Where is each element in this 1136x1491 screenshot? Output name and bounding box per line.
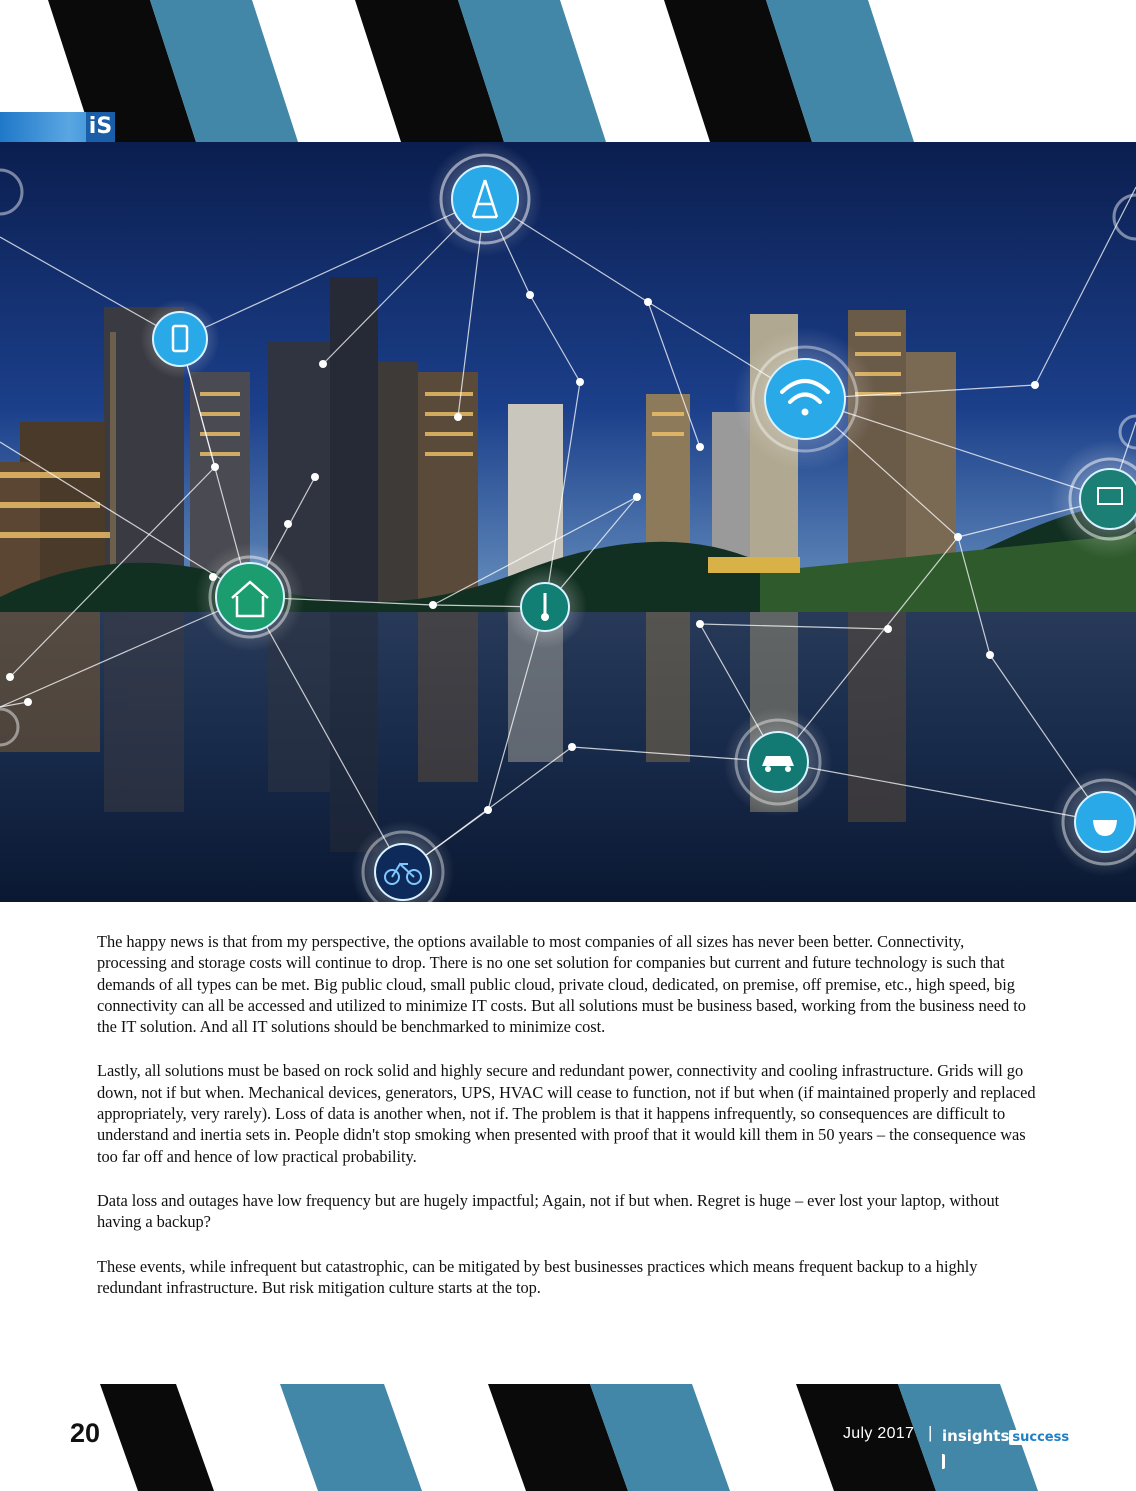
article-paragraph: Lastly, all solutions must be based on rock solid and highly secure and redundant power, connectivity and cooling infrastructure. Grids will go down, not if but when. Mechanical devices, generators, UPS, HVAC will cease to function, not if but when (if maintained properly and replaced appropriately, very rarely). Loss of data is another when, not if. The problem is that it happens infrequently, so consequences are difficult to understand and inertia sets in. People didn't stop smoking when presented with proof that it would kill them in 50 years – the consequence was too far off and hence of low practical probability. — [97, 1061, 1036, 1166]
article-body — [97, 931, 1037, 1321]
wifi-node — [733, 327, 877, 471]
stripe-black-b1 — [100, 1384, 214, 1491]
article-paragraph: These events, while infrequent but catastrophic, can be mitigated by best businesses practices which means frequent backup to a highly redundant infrastructure. But risk mitigation culture starts at the top. — [97, 1256, 978, 1297]
magazine-logo-mark: iS — [86, 112, 115, 142]
house-node — [195, 542, 305, 652]
stripe-blue-b1 — [280, 1384, 422, 1491]
issue-date: July 2017 — [843, 1425, 915, 1442]
brand-logo-part2: success — [942, 1430, 1069, 1469]
smart-city-hero-image — [0, 142, 1136, 902]
footer-separator: | — [928, 1423, 933, 1442]
car-node — [723, 707, 833, 817]
antenna-node — [427, 142, 543, 257]
brand-logo-part1: insights — [942, 1427, 1010, 1445]
thermometer-node — [503, 565, 587, 649]
fence — [708, 557, 800, 573]
brand-logo — [942, 1425, 1070, 1449]
top-diagonal-stripes — [0, 0, 1136, 142]
phone-node — [140, 299, 220, 379]
article-paragraph: The happy news is that from my perspective, the options available to most companies of all sizes has never been better. Connectivity, processing and storage costs will continue to drop. There is no one set solution for companies but current and future technology is such that demands of all types can be met. Big public cloud, small public cloud, private cloud, dedicated, on premise, off premise, etc., high speed, big connectivity can all be accessed and utilized to minimize IT costs. But all solutions must be business based, working from the business need to the IT solution. And all IT solutions should be benchmarked to minimize cost. — [97, 932, 1026, 1037]
car-icon — [762, 756, 794, 766]
article-paragraph: Data loss and outages have low frequency but are hugely impactful; Again, not if but when. Regret is huge – ever lost your laptop, without having a backup? — [97, 1190, 1000, 1232]
page-number: 20 — [70, 1418, 101, 1448]
